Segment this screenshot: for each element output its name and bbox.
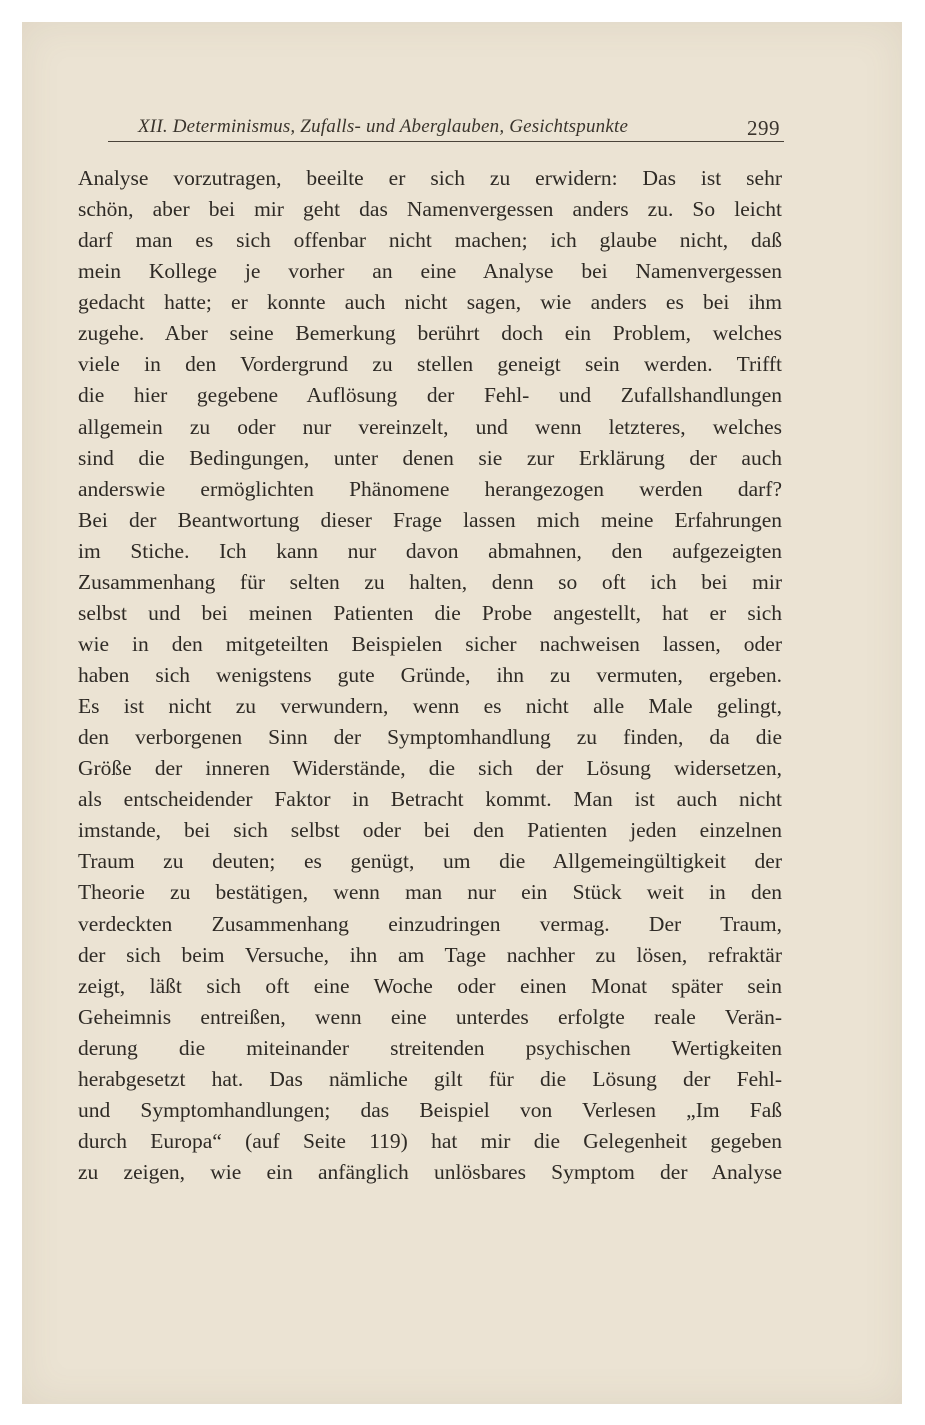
text-line: Analyse vorzutragen, beeilte er sich zu erwidern: Das ist sehr: [78, 166, 782, 190]
text-line: Größe der inneren Widerstände, die sich der Lösung widersetzen,: [78, 756, 782, 781]
text-line: Es ist nicht zu verwundern, wenn es nicht alle Male gelingt,: [78, 694, 782, 719]
text-line: zu zeigen, wie ein anfänglich unlösbares Symptom der Analyse: [78, 1160, 782, 1184]
text-line: sind die Bedingungen, unter denen sie zur Erklärung der auch: [78, 445, 782, 470]
text-line: herabgesetzt hat. Das nämliche gilt für die Lösung der Fehl-: [78, 1066, 782, 1091]
body-text: [78, 163, 782, 1188]
text-line: zugehe. Aber seine Bemerkung berührt doch ein Problem, welches: [78, 321, 782, 346]
text-line: verdeckten Zusammenhang einzudringen vermag. Der Traum,: [78, 911, 782, 936]
text-line: der sich beim Versuche, ihn am Tage nachher zu lösen, refraktär: [78, 942, 782, 967]
text-line: wie in den mitgeteilten Beispielen sicher nachweisen lassen, oder: [78, 631, 782, 656]
text-line: den verborgenen Sinn der Symptomhandlung zu finden, da die: [78, 725, 782, 750]
text-line: imstande, bei sich selbst oder bei den Patienten jeden einzelnen: [78, 818, 782, 843]
text-line: Traum zu deuten; es genügt, um die Allgemeingültigkeit der: [78, 849, 782, 874]
text-line: allgemein zu oder nur vereinzelt, und wenn letzteres, welches: [78, 414, 782, 439]
header-rule: [108, 141, 784, 142]
running-head: [78, 108, 782, 142]
text-line: Theorie zu bestätigen, wenn man nur ein Stück weit in den: [78, 880, 782, 905]
text-line: viele in den Vordergrund zu stellen geneigt sein werden. Trifft: [78, 352, 782, 377]
text-line: darf man es sich offenbar nicht machen; ich glaube nicht, daß: [78, 228, 782, 253]
text-line: durch Europa“ (auf Seite 119) hat mir die Gelegenheit gegeben: [78, 1128, 782, 1153]
chapter-title: XII. Determinismus, Zufalls- und Aberglauben, Gesichtspunkte: [138, 116, 629, 137]
text-line: anderswie ermöglichten Phänomene herangezogen werden darf?: [78, 476, 782, 501]
text-line: Bei der Beantwortung dieser Frage lassen mich meine Erfahrungen: [78, 507, 782, 532]
text-line: Geheimnis entreißen, wenn eine unterdes erfolgte reale Verän-: [78, 1004, 782, 1029]
text-line: haben sich wenigstens gute Gründe, ihn zu vermuten, ergeben.: [78, 663, 782, 687]
text-line: und Symptomhandlungen; das Beispiel von Verlesen „Im Faß: [78, 1097, 782, 1122]
text-line: schön, aber bei mir geht das Namenvergessen anders zu. So leicht: [78, 197, 782, 222]
text-line: die hier gegebene Auflösung der Fehl- und Zufallshandlungen: [78, 383, 782, 408]
text-line: derung die miteinander streitenden psychischen Wertigkeiten: [78, 1035, 782, 1060]
text-line: im Stiche. Ich kann nur davon abmahnen, den aufgezeigten: [78, 538, 782, 563]
text-line: zeigt, läßt sich oft eine Woche oder einen Monat später sein: [78, 973, 782, 998]
text-line: gedacht hatte; er konnte auch nicht sagen, wie anders es bei ihm: [78, 290, 782, 315]
text-line: mein Kollege je vorher an eine Analyse bei Namenvergessen: [78, 259, 782, 284]
text-line: als entscheidender Faktor in Betracht kommt. Man ist auch nicht: [78, 787, 782, 812]
text-line: Zusammenhang für selten zu halten, denn so oft ich bei mir: [78, 569, 782, 594]
page-number: 299: [747, 116, 780, 140]
text-line: selbst und bei meinen Patienten die Probe angestellt, hat er sich: [78, 600, 782, 625]
